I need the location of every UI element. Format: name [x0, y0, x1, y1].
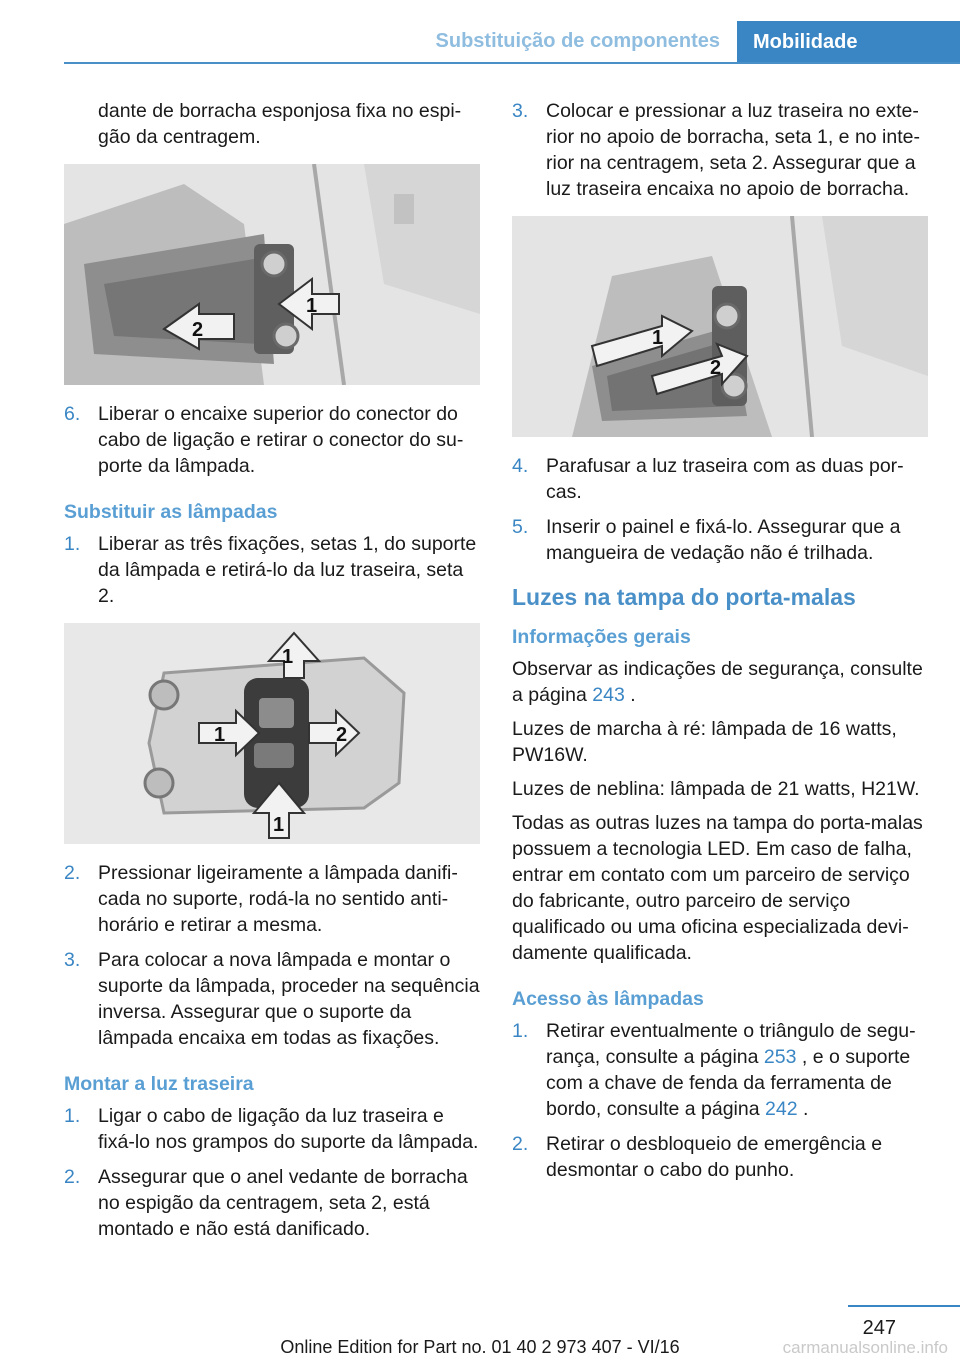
- step-number: 3.: [64, 949, 81, 971]
- watermark: carmanualsonline.info: [782, 1338, 948, 1357]
- step-number: 1.: [64, 533, 81, 555]
- safety-text-end: .: [624, 684, 636, 706]
- page-link-253[interactable]: 253: [763, 1046, 797, 1068]
- fig2-label-left: 1: [214, 724, 226, 746]
- step-text: .: [797, 1098, 809, 1120]
- figure-bulb-holder: [64, 623, 480, 844]
- list-item: [64, 947, 480, 1051]
- step-number: 1.: [64, 1105, 81, 1127]
- list-item: [512, 514, 928, 566]
- step-number: 4.: [512, 455, 529, 477]
- step-text: Inserir o painel e fixá-lo. Assegurar que a mangueira de vedação não é trilhada.: [546, 516, 901, 564]
- left-column: [64, 98, 480, 1251]
- step-text: , e o suporte com a chave de fenda da ferramenta de bordo, consulte a página: [546, 1046, 911, 1120]
- header-section-title: Substituição de componentes: [435, 30, 720, 52]
- fig1-label-2: 2: [192, 319, 204, 341]
- step-text: Parafusar a luz traseira com as duas porcas.: [546, 455, 904, 503]
- fig2-label-top: 1: [282, 646, 294, 668]
- fig2-label-bottom: 1: [273, 814, 285, 836]
- figure-taillight-connector: [64, 164, 480, 385]
- step-number: 2.: [64, 862, 81, 884]
- list-item: [64, 860, 480, 938]
- footer-rule: [848, 1305, 960, 1307]
- step-text: Liberar as três fixações, setas 1, do suporte da lâmpada e retirá-lo da luz traseira, seta 2.: [98, 533, 477, 607]
- step-text: Retirar eventualmente o triângulo de segurança, consulte a página: [546, 1020, 916, 1068]
- list-item: [512, 453, 928, 505]
- list-item: [512, 98, 928, 202]
- edition-line: Online Edition for Part no. 01 40 2 973 407 - VI/16: [280, 1337, 680, 1357]
- step-number: 2.: [512, 1133, 529, 1155]
- safety-text: Observar as indicações de segurança, consulte a página: [512, 658, 923, 706]
- header-rule: [64, 62, 960, 64]
- subheading-replace-bulbs: Substituir as lâmpadas: [64, 501, 278, 523]
- figure-taillight-insert: [512, 216, 928, 437]
- list-item: [64, 401, 480, 479]
- reverse-lights-paragraph: Luzes de marcha à ré: lâmpada de 16 watts, PW16W.: [512, 718, 897, 766]
- page-link-243[interactable]: 243: [592, 684, 625, 706]
- step-text: Pressionar ligeiramente a lâmpada danificada no suporte, rodá-la no sentido anti-horário e retirar a mesma.: [98, 862, 458, 936]
- step-text: Assegurar que o anel vedante de borracha no espigão da centragem, seta 2, está montado e não está danificado.: [98, 1166, 468, 1240]
- safety-paragraph: [512, 656, 928, 708]
- header-chapter-tab[interactable]: Mobilidade: [737, 21, 960, 64]
- subheading-general-info: Informações gerais: [512, 626, 691, 648]
- led-paragraph: Todas as outras luzes na tampa do porta-malas possuem a tecnologia LED. Em caso de falha, entrar em contato com um parceiro de serviço do fabricante, outro parceiro de serviço qualificado ou uma oficina especializada devidamente qualificada.: [512, 812, 923, 964]
- list-item: [512, 1131, 928, 1183]
- list-item: [64, 1164, 480, 1242]
- section-heading: Luzes na tampa do porta-malas: [512, 584, 856, 610]
- step-number: 3.: [512, 100, 529, 122]
- intro-text: dante de borracha esponjosa fixa no espigão da centragem.: [98, 100, 462, 148]
- fig1-label-1: 1: [306, 295, 318, 317]
- fig3-label-2: 2: [710, 357, 722, 379]
- fig3-label-1: 1: [652, 327, 664, 349]
- step-number: 2.: [64, 1166, 81, 1188]
- fog-lights-paragraph: Luzes de neblina: lâmpada de 21 watts, H21W.: [512, 778, 920, 800]
- step-text: Ligar o cabo de ligação da luz traseira e fixá-lo nos grampos do suporte da lâmpada.: [98, 1105, 479, 1153]
- right-column: [512, 98, 928, 1192]
- step-number: 1.: [512, 1020, 529, 1042]
- step-text: Colocar e pressionar a luz traseira no exterior no apoio de borracha, seta 1, e no interior na centragem, seta 2. Assegurar que a luz traseira encaixa no apoio de borracha.: [546, 100, 920, 200]
- step-number: 5.: [512, 516, 529, 538]
- subheading-mount-taillight: Montar a luz traseira: [64, 1073, 254, 1095]
- step-text: Para colocar a nova lâmpada e montar o suporte da lâmpada, proceder na sequência inversa. Assegurar que o suporte da lâmpada encaixa em todas as fixações.: [98, 949, 480, 1049]
- step-text: Retirar o desbloqueio de emergência e desmontar o cabo do punho.: [546, 1133, 883, 1181]
- list-item: [64, 1103, 480, 1155]
- page-link-242[interactable]: 242: [765, 1098, 798, 1120]
- list-item: [64, 531, 480, 609]
- fig2-label-right: 2: [336, 724, 348, 746]
- list-item: [512, 1018, 928, 1122]
- page-number: 247: [862, 1317, 896, 1339]
- step-number: 6.: [64, 403, 81, 425]
- step-text: Liberar o encaixe superior do conector do cabo de ligação e retirar o conector do suporte da lâmpada.: [98, 403, 464, 477]
- subheading-bulb-access: Acesso às lâmpadas: [512, 988, 704, 1010]
